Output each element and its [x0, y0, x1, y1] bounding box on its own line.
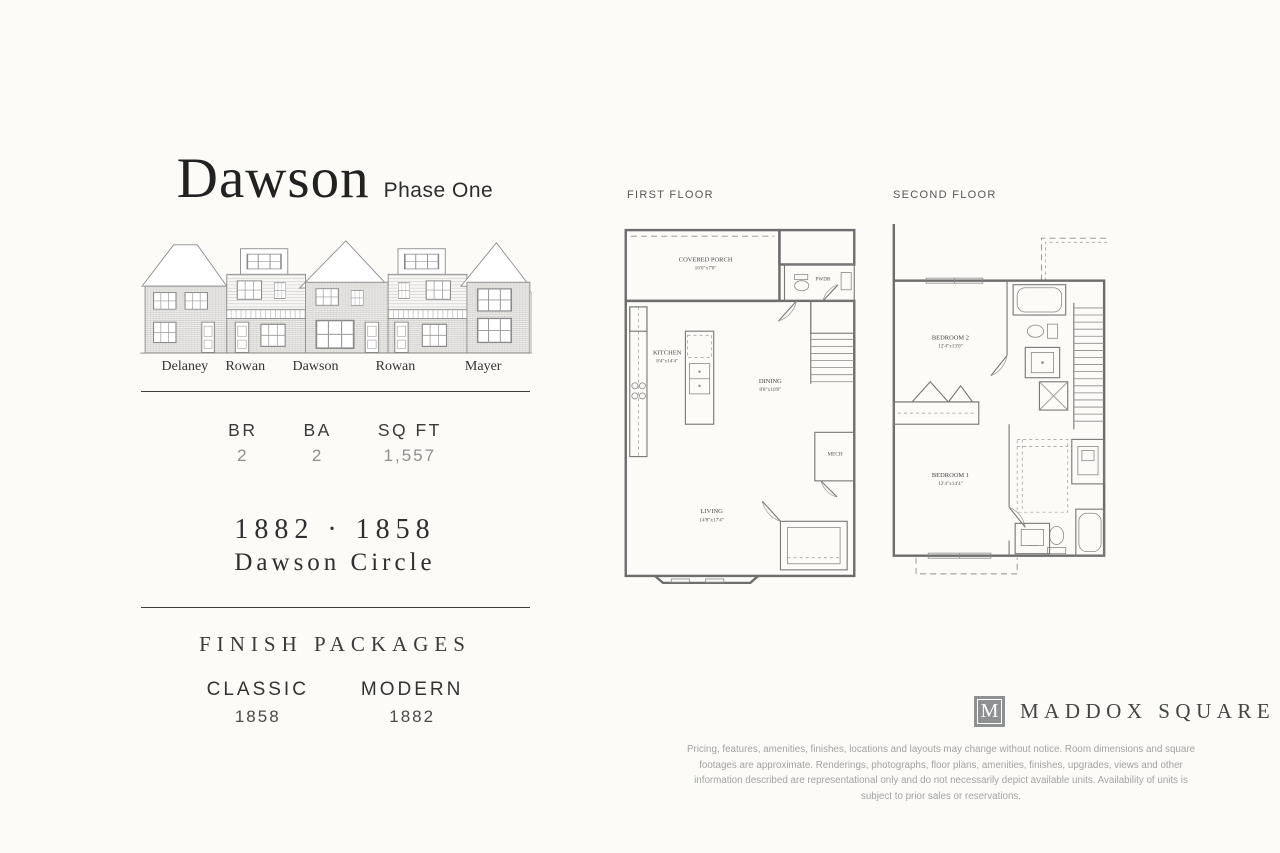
divider-bottom — [141, 607, 530, 608]
room-dims-bedroom1: 12'4"x14'4" — [938, 480, 963, 487]
finish-modern-name: MODERN — [360, 679, 464, 700]
room-label-dining: DINING — [758, 377, 782, 385]
finish-modern-number: 1882 — [389, 707, 436, 726]
finish-options-row — [140, 679, 530, 727]
stat-sqft-value: 1,557 — [383, 446, 437, 465]
first-floor-plan — [621, 222, 859, 584]
stat-sqft-label: SQ FT — [377, 420, 442, 440]
unit-label-delaney: Delaney — [161, 359, 209, 374]
room-label-bedroom1: BEDROOM 1 — [931, 471, 970, 479]
building-elevation — [140, 233, 530, 381]
brand-block — [974, 696, 1275, 727]
room-dims-living: 14'8"x17'4" — [699, 517, 724, 524]
room-dims-kitchen: 8'4"x14'4" — [656, 358, 679, 365]
stat-br-value: 2 — [237, 446, 249, 465]
stat-ba-label: BA — [303, 420, 332, 440]
second-floor-label: SECOND FLOOR — [893, 189, 997, 201]
stat-ba — [303, 420, 331, 466]
unit-label-rowan-2: Rowan — [375, 359, 416, 374]
stat-ba-value: 2 — [311, 446, 324, 465]
room-dims-dining: 8'8"x10'8" — [759, 386, 782, 393]
divider-top — [141, 391, 530, 392]
address-street: Dawson Circle — [234, 549, 436, 576]
room-label-kitchen: KITCHEN — [653, 349, 682, 357]
unit-label-rowan-1: Rowan — [225, 359, 266, 374]
finish-packages-heading: FINISH PACKAGES — [199, 632, 471, 656]
unit-label-dawson: Dawson — [292, 359, 339, 374]
room-label-porch: COVERED PORCH — [678, 256, 733, 264]
address-block — [140, 514, 530, 577]
title-row — [140, 146, 530, 211]
room-dims-bedroom2: 12'4"x13'0" — [938, 343, 963, 350]
disclaimer-text: Pricing, features, amenities, finishes, locations and layouts may change without notice. Room dimensions and square footages are approximate. Renderings, photographs, floor plans, amenities, finishes, upgrades, views and other information described are representational only and do not necessarily depict available units. Availability of units is subject to prior sales or reservations. — [686, 744, 1196, 803]
finish-classic-name: CLASSIC — [206, 679, 309, 700]
stat-br-label: BR — [228, 420, 258, 440]
room-label-bedroom2: BEDROOM 2 — [931, 334, 970, 342]
stat-br — [228, 420, 257, 466]
room-dims-porch: 16'0"x7'0" — [694, 265, 717, 272]
room-label-pwdr: PWDR — [815, 276, 831, 283]
unit-label-mayer: Mayer — [464, 359, 502, 374]
room-label-mech: MECH — [827, 451, 843, 458]
stats-row — [140, 420, 530, 466]
finish-option-classic — [207, 679, 309, 727]
address-numbers: 1882 · 1858 — [234, 514, 436, 545]
page-subtitle: Phase One — [383, 179, 494, 202]
maddox-square-logo-icon: M — [974, 696, 1005, 727]
stat-sqft — [378, 420, 442, 466]
room-label-living: LIVING — [700, 508, 723, 516]
second-floor-plan — [886, 222, 1116, 584]
elevation-drawing-icon — [140, 233, 532, 357]
finish-classic-number: 1858 — [234, 707, 281, 726]
first-floor-label: FIRST FLOOR — [627, 189, 714, 201]
unit-labels-row — [140, 359, 530, 381]
left-column — [140, 146, 530, 727]
page-title: Dawson — [176, 147, 370, 210]
brand-name: MADDOX SQUARE — [1020, 699, 1276, 723]
finish-option-modern — [361, 679, 463, 727]
